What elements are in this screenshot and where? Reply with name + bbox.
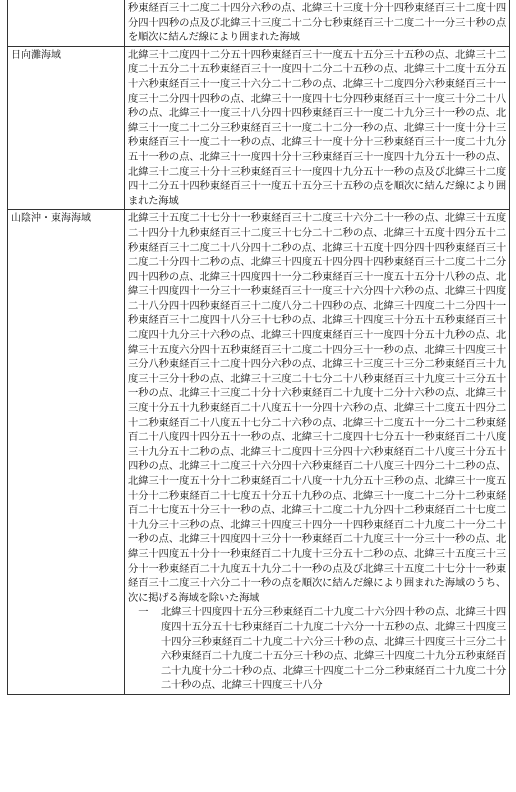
area-label bbox=[8, 0, 125, 46]
area-label: 日向灘海域 bbox=[8, 46, 125, 210]
exclusion-item-number: 一 bbox=[138, 606, 149, 619]
exclusion-item-text: 北緯三十四度四十五分三秒東経百二十九度二十六分四十秒の点、北緯三十四度四十五分五十七秒東経百二十九度二十六分一十五秒の点、北緯三十四度三十四分三秒東経百二十九度二十六分三十秒の点、北緯三十四度三十三分二十六秒東経百二十九度二十五分三十秒の点、北緯三十四度二十九分五秒東経百二十九度十分二十秒の点、北緯三十四度二十二分二秒東経百二十九度二十分二十秒の点、北緯三十四度三十八分 bbox=[160, 606, 506, 692]
document-table bbox=[7, 0, 510, 695]
table-row bbox=[8, 210, 510, 695]
area-label: 山陰沖・東海海域 bbox=[8, 210, 125, 695]
table-row bbox=[8, 0, 510, 46]
area-description: 北緯三十二度四十二分五十四秒東経百三十一度五十五分三十五秒の点、北緯三十二度二十五分二十五秒東経百三十一度四十二分二十五秒の点、北緯三十二度十五分五十六秒東経百三十一度三十六分二十二秒の点、北緯三十二度四分六秒東経百三十一度三十二分四十四秒の点、北緯三十一度四十七分四秒東経百三十一度三十分二十八秒の点、北緯三十一度三十八分四十四秒東経百三十一度二十九分三十一秒の点、北緯三十一度二十二分三秒東経百三十一度二十二分一秒の点、北緯三十一度十分十三秒東経百三十一度二十一秒の点、北緯三十一度十分十三秒東経百三十一度二十九分五十一秒の点、北緯三十一度四十分十三秒東経百三十一度四十九分五十一秒の点、北緯三十二度三十分十三秒東経百三十一度四十九分五十一秒の点及び北緯三十二度四十二分五十四秒東経百三十一度五十五分三十五秒の点を順次に結んだ線により囲まれた海域 bbox=[125, 46, 510, 210]
area-description-cell bbox=[125, 210, 510, 695]
area-description: 秒東経百三十二度二十四分六秒の点、北緯三十三度十分十四秒東経百三十二度十四分四十四秒の点及び北緯三十三度二十二分七秒東経百三十二度二十一分三十秒の点を順次に結んだ線により囲まれた海域 bbox=[125, 0, 510, 46]
table-row bbox=[8, 46, 510, 210]
area-description: 北緯三十五度二十七分十一秒東経百三十二度三十六分二十一秒の点、北緯三十五度二十四分十九秒東経百三十二度三十七分二十二秒の点、北緯三十五度十四分五十二秒東経百三十二度二十八分四十二秒の点、北緯三十五度十四分四十四秒東経百三十二度二十分四十二秒の点、北緯三十四度五十四分四十四秒東経百三十二度二十二分四十四秒の点、北緯三十四度四十一分二秒東経百三十一度五十五分十八秒の点、北緯三十四度四十一分三十一秒東経百三十一度三十六分四十六秒の点、北緯三十四度二十八分四十四秒東経百三十二度八分二十四秒の点、北緯三十四度二十二分四十一秒東経百三十二度四十八分三十七秒の点、北緯三十四度三十分五十五秒東経百三十二度四十九分三十六秒の点、北緯三十四度東経百三十一度四十分五十九秒の点、北緯三十五度六分四十五秒東経百三十二度二十四分三十一秒の点、北緯三十四度三十三分八秒東経百三十二度十四分六秒の点、北緯三十三度三十三分二秒東経百三十九度三十三分十秒の点、北緯三十三度二十七分二十八秒東経百三十九度三十三分五十一秒の点、北緯三十三度二十分十六秒東経百二十九度十二分十六秒の点、北緯三十三度十分五十九秒東経百二十八度五十一分四十六秒の点、北緯三十二度五十四分二十二秒東経百二十八度五十七分二十六秒の点、北緯三十二度五十一分二十二秒東経百二十八度四十四分五十一秒の点、北緯三十二度四十七分五十一秒東経百二十八度三十九分五十二秒の点、北緯三十二度四十三分四十六秒東経百二十八度三十分五十四秒の点、北緯三十二度三十六分四十六秒東経百二十八度三十四分二十二秒の点、北緯三十一度五十分十二秒東経百二十八度一十九分五十三秒の点、北緯三十一度五十分十二秒東経百二十七度五十分五十九秒の点、北緯三十一度二十二分十二秒東経百二十七度五十分三十一秒の点、北緯三十二度二十九分四十二秒東経百二十七度二十九分三十三秒の点、北緯三十四度三十四分一十四秒東経百二十九度二十一分二十一秒の点、北緯三十四度四十三分十一秒東経百二十九度三十一分三十一秒の点、北緯三十四度五十分十一秒東経百二十九度十三分五十二秒の点、北緯三十五度三十三分十一秒東経百二十九度五十九分二十一秒の点及び北緯三十五度二十七分十一秒東経百三十二度三十六分二十一秒の点を順次に結んだ線により囲まれた海域のうち、次に掲げる海域を除いた海域 bbox=[128, 212, 506, 604]
exclusion-item bbox=[128, 605, 506, 693]
